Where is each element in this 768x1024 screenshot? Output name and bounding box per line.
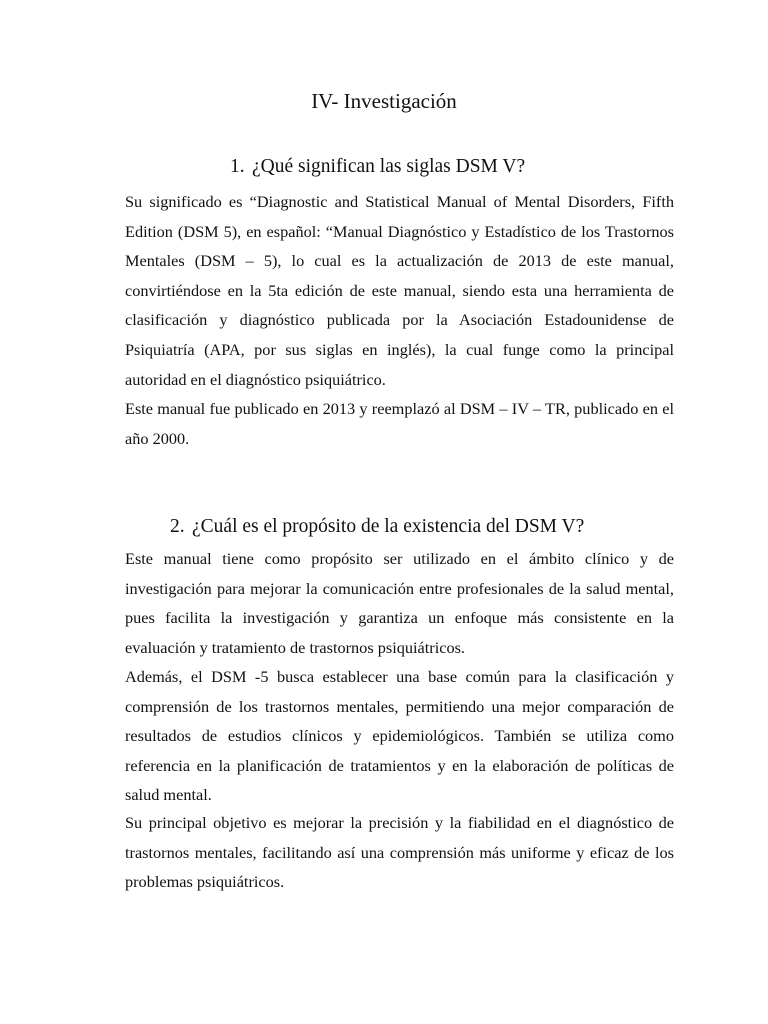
section-2-paragraph-1: Este manual tiene como propósito ser utilizado en el ámbito clínico y de investigación para mejorar la comunicación entre profesionales de la salud mental, pues facilita la investigación y garantiza un enfoque más consistente en la evaluación y tratamiento de trastornos psiquiátricos. — [125, 549, 674, 657]
section-1-heading — [230, 153, 525, 181]
section-2-paragraph-2: Además, el DSM -5 busca establecer una base común para la clasificación y comprensión de los trastornos mentales, permitiendo una mejor comparación de resultados de estudios clínicos y epidemiológicos. También se utiliza como referencia en la planificación de tratamientos y en la elaboración de políticas de salud mental. — [125, 667, 674, 805]
section-2-heading-text: ¿Cuál es el propósito de la existencia del DSM V? — [192, 516, 585, 537]
section-1-heading-text: ¿Qué significan las siglas DSM V? — [252, 156, 526, 177]
section-1-number: 1. — [230, 156, 245, 177]
section-2-heading — [170, 513, 584, 541]
page-title: IV- Investigación — [311, 89, 457, 113]
section-2-paragraph-3: Su principal objetivo es mejorar la precisión y la fiabilidad en el diagnóstico de trastornos mentales, facilitando así una comprensión más uniforme y eficaz de los problemas psiquiátricos. — [125, 813, 674, 892]
section-1-paragraph-2: Este manual fue publicado en 2013 y reemplazó al DSM – IV – TR, publicado en el año 2000. — [125, 399, 674, 448]
section-2-number: 2. — [170, 516, 185, 537]
section-1-paragraph-1: Su significado es “Diagnostic and Statistical Manual of Mental Disorders, Fifth Edition (DSM 5), en español: “Manual Diagnóstico y Estadístico de los Trastornos Mentales (DSM – 5), lo cual es la actualización de 2013 de este manual, convirtiéndose en la 5ta edición de este manual, siendo esta una herramienta de clasificación y diagnóstico publicada por la Asociación Estadounidense de Psiquiatría (APA, por sus siglas en inglés), la cual funge como la principal autoridad en el diagnóstico psiquiátrico. — [125, 192, 674, 389]
